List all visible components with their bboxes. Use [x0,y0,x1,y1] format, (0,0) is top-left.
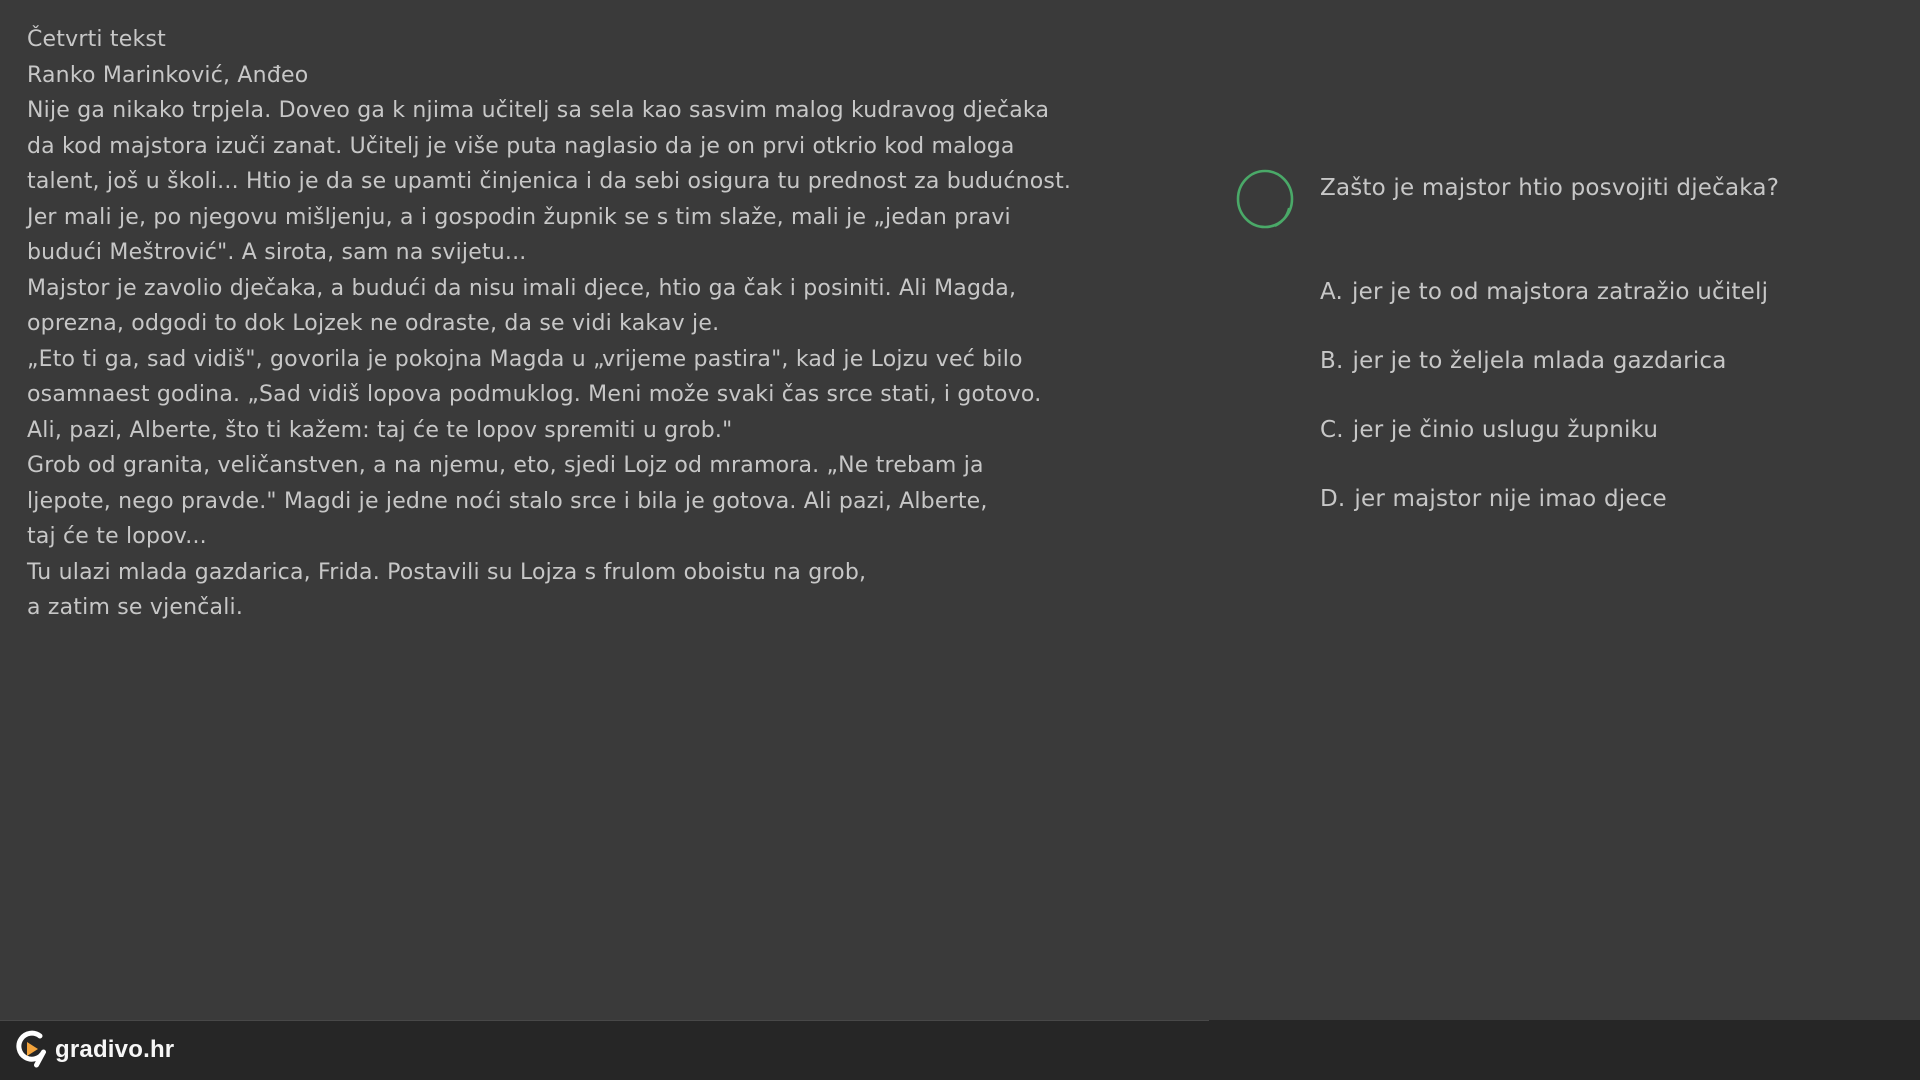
answer-option-c[interactable] [1320,416,1768,445]
option-label: C. [1320,417,1344,443]
option-text: jer je činio uslugu župniku [1352,417,1659,443]
passage-line: ljepote, nego pravde." Magdi je jedne noći stalo srce i bila je gotova. Ali pazi, Alberte, [27,488,988,514]
reading-passage [27,22,1207,626]
option-label: A. [1320,279,1344,305]
passage-line: osamnaest godina. „Sad vidiš lopova podmuklog. Meni može svaki čas srce stati, i gotovo. [27,382,1042,407]
passage-line: Majstor je zavolio dječaka, a budući da nisu imali djece, htio ga čak i posiniti. Ali Magda, [27,275,1017,301]
option-text: jer majstor nije imao djece [1354,486,1667,512]
passage-line: Ali, pazi, Alberte, što ti kažem: taj će te lopov spremiti u grob." [27,417,733,443]
option-text: jer je to od majstora zatražio učitelj [1352,279,1769,305]
footer-bar [0,1020,1920,1080]
footer-divider [0,1020,1209,1021]
brand[interactable] [16,1030,174,1070]
passage-line: Grob od granita, veličanstven, a na njemu, eto, sjedi Lojz od mramora. „Ne trebam ja [27,453,984,478]
option-label: D. [1320,486,1346,512]
brand-name: gradivo.hr [55,1036,175,1063]
gradivo-logo-icon [16,1030,46,1070]
logo-play-triangle [27,1042,38,1056]
answer-options [1320,278,1768,514]
passage-line: budući Meštrović". A sirota, sam na svijetu... [27,240,527,265]
passage-line: „Eto ti ga, sad vidiš", govorila je pokojna Magda u „vrijeme pastira", kad je Lojzu već bilo [27,346,1023,372]
passage-line: da kod majstora izuči zanat. Učitelj je više puta naglasio da je on prvi otkrio kod maloga [27,133,1015,159]
passage-line: oprezna, odgodi to dok Lojzek ne odraste, da se vidi kakav je. [27,311,720,336]
passage-line: Jer mali je, po njegovu mišljenju, a i gospodin župnik se s tim slaže, mali je „jedan pravi [27,204,1011,230]
passage-line: talent, još u školi... Htio je da se upamti činjenica i da sebi osigura tu prednost za budućnost. [27,169,1072,194]
passage-line: Nije ga nikako trpjela. Doveo ga k njima učitelj sa sela kao sasvim malog kudravog dječaka [27,98,1050,123]
option-label: B. [1320,348,1344,374]
answer-option-b[interactable] [1320,347,1768,376]
passage-line: Četvrti tekst [27,27,166,52]
question-text: Zašto je majstor htio posvojiti dječaka? [1320,175,1780,201]
question-marker-circle-icon [1233,168,1297,232]
answer-option-a[interactable] [1320,278,1768,307]
passage-line: Tu ulazi mlada gazdarica, Frida. Postavili su Lojza s frulom oboistu na grob, [27,559,867,585]
passage-line: taj će te lopov... [27,524,207,549]
answer-option-d[interactable] [1320,485,1768,514]
passage-line: Ranko Marinković, Anđeo [27,62,309,88]
option-text: jer je to željela mlada gazdarica [1352,348,1727,374]
passage-line: a zatim se vjenčali. [27,595,244,620]
